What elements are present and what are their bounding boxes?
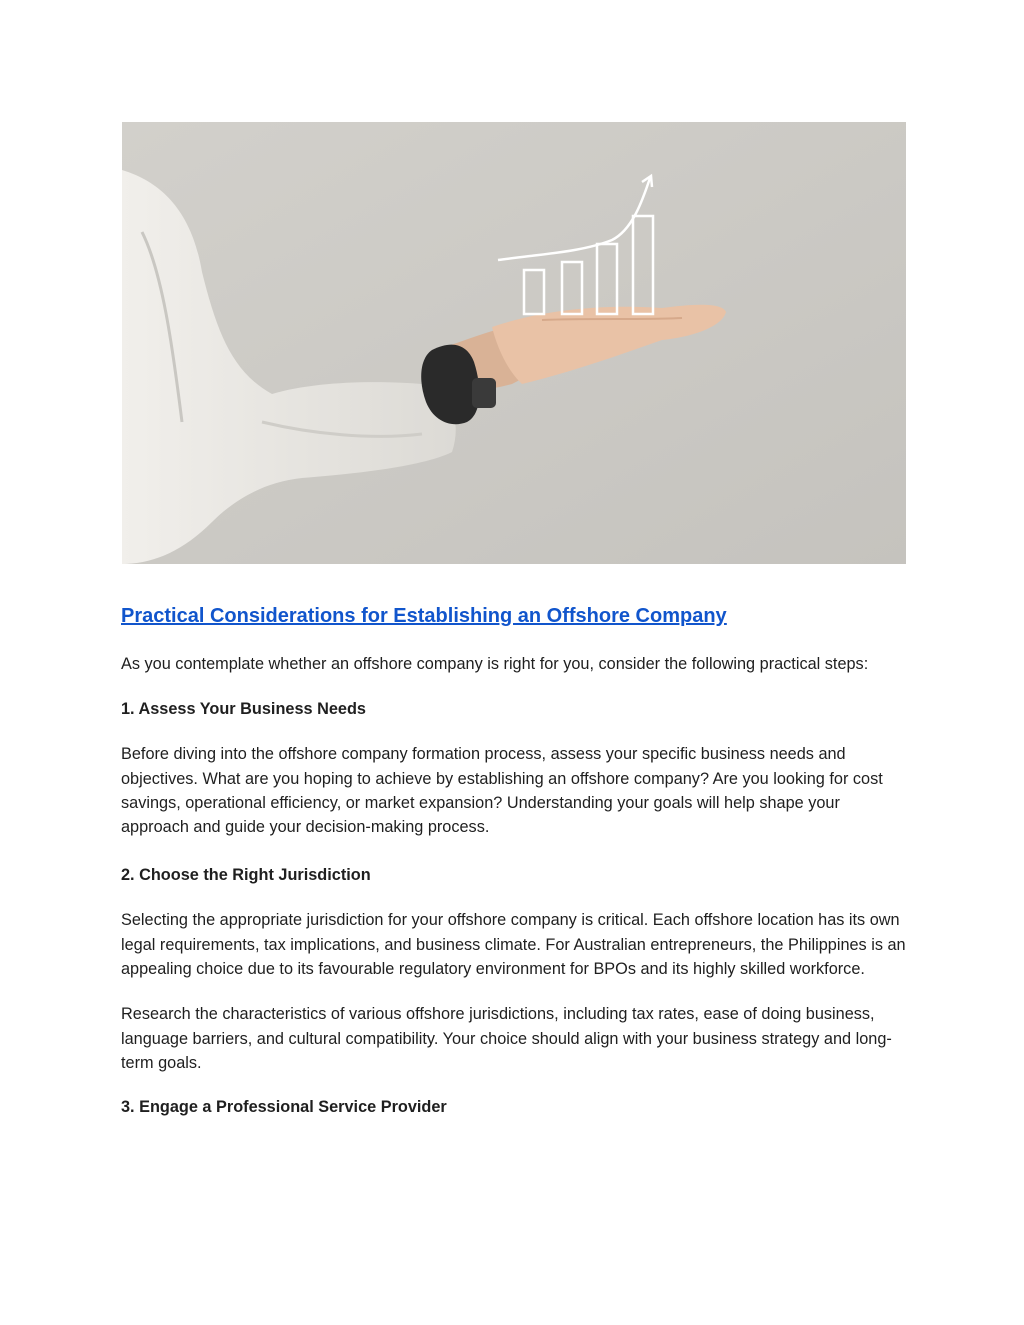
article-title-link[interactable]: Practical Considerations for Establishing an Offshore Company [121, 605, 727, 627]
section-paragraph: Before diving into the offshore company formation process, assess your specific business needs and objectives. What are you hoping to achieve by establishing an offshore company? Are you looking for cost savings, operational efficiency, or market expansion? Understanding your goals will help shape your approach and guide your decision-making process. [121, 745, 883, 837]
section-paragraph: Research the characteristics of various offshore jurisdictions, including tax rates, ease of doing business, language barriers, and cultural compatibility. Your choice should align with your business strategy and long-term goals. [121, 1005, 892, 1072]
section-heading: 1. Assess Your Business Needs [121, 700, 366, 719]
section-paragraph: Selecting the appropriate jurisdiction for your offshore company is critical. Each offshore location has its own legal requirements, tax implications, and business climate. For Australian entrepreneurs, the Philippines is an appealing choice due to its favourable regulatory environment for BPOs and its highly skilled workforce. [121, 911, 906, 979]
intro-paragraph: As you contemplate whether an offshore company is right for you, consider the following practical steps: [121, 655, 869, 673]
hero-image [122, 122, 906, 564]
hand-growth-chart-illustration [122, 122, 906, 564]
section-heading: 2. Choose the Right Jurisdiction [121, 866, 371, 885]
article-body [121, 603, 911, 1119]
section-heading: 3. Engage a Professional Service Provider [121, 1098, 447, 1117]
article-title[interactable] [121, 603, 911, 629]
